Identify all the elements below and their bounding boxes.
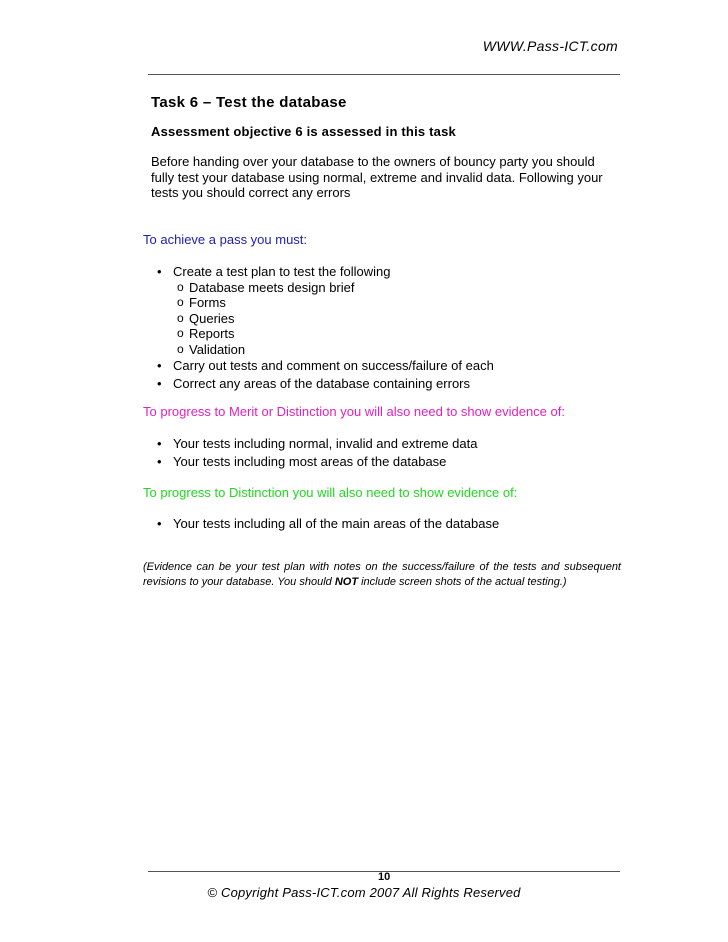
list-item: [157, 358, 494, 374]
list-item-label: Carry out tests and comment on success/failure of each: [173, 358, 494, 373]
list-item: [157, 436, 477, 452]
list-item-label: Correct any areas of the database containing errors: [173, 375, 471, 391]
list-item: [157, 264, 494, 280]
list-item: [157, 454, 477, 470]
list-item-label: Create a test plan to test the following: [173, 264, 391, 279]
pass-list: [157, 264, 494, 391]
header-url: WWW.Pass-ICT.com: [482, 38, 618, 54]
evidence-note: [143, 560, 621, 590]
sub-item-label: Reports: [189, 326, 235, 341]
header-divider: [148, 74, 620, 75]
sub-list-item: [157, 280, 494, 296]
note-emphasis: NOT: [334, 576, 359, 588]
sub-list-item: [157, 342, 494, 358]
sub-list-item: [157, 311, 494, 327]
sub-list-item: [157, 295, 494, 311]
distinction-list: [157, 516, 499, 532]
assessment-objective: Assessment objective 6 is assessed in this task: [151, 124, 456, 139]
sub-list-item: [157, 326, 494, 342]
note-text: (Evidence can be your test plan with notes on the success/failure of the tests and subsequent revisions to your database. You should: [143, 561, 621, 588]
sub-item-label: Forms: [189, 295, 226, 310]
list-item: [157, 516, 499, 532]
sub-item-label: Queries: [189, 310, 235, 326]
task-intro: Before handing over your database to the owners of bouncy party you should fully test your database using normal, extreme and invalid data. Following your tests you should correct any errors: [151, 154, 603, 200]
list-item-label: Your tests including all of the main areas of the database: [173, 516, 500, 531]
page-number: 10: [378, 871, 391, 883]
sub-item-label: Database meets design brief: [189, 279, 355, 295]
copyright: © Copyright Pass-ICT.com 2007 All Rights Reserved: [207, 885, 521, 900]
sub-item-label: Validation: [189, 341, 246, 357]
distinction-heading: To progress to Distinction you will also need to show evidence of:: [143, 485, 518, 500]
list-item-label: Your tests including normal, invalid and extreme data: [173, 436, 478, 451]
merit-heading: To progress to Merit or Distinction you will also need to show evidence of:: [143, 404, 565, 419]
list-item-label: Your tests including most areas of the database: [173, 453, 447, 469]
task-title: Task 6 – Test the database: [151, 94, 347, 111]
pass-heading: To achieve a pass you must:: [143, 232, 308, 247]
merit-list: [157, 436, 477, 469]
note-text-end: include screen shots of the actual testing.): [358, 576, 567, 588]
list-item: [157, 376, 494, 392]
